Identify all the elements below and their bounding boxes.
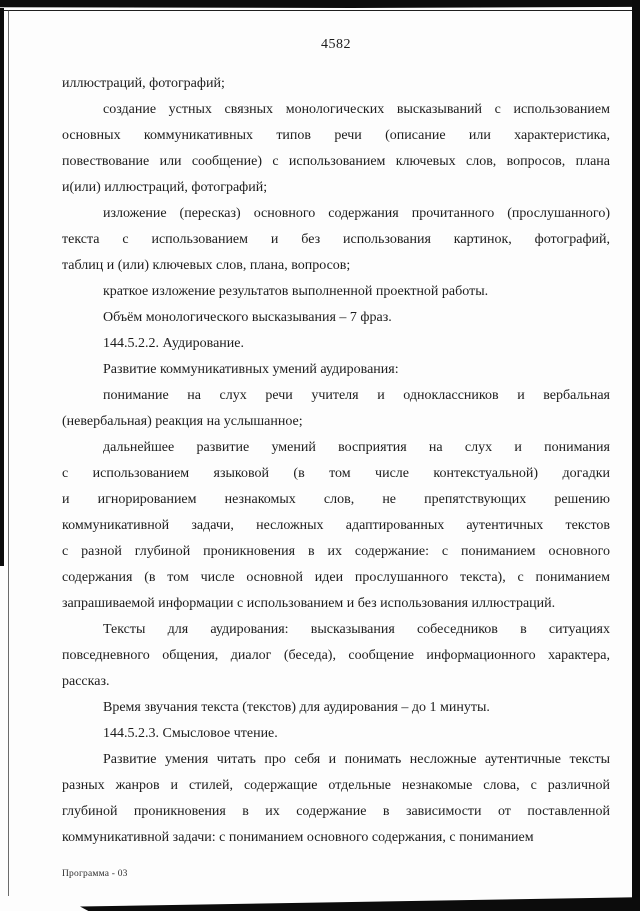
text-line: Развитие коммуникативных умений аудирования:	[103, 362, 399, 377]
text-line: рассказ.	[62, 674, 110, 689]
paragraph	[62, 201, 610, 279]
page-border-left	[8, 10, 9, 896]
paragraph	[62, 721, 610, 747]
text-line: с использованием языковой (в том числе контекстуальной) догадки	[62, 466, 610, 481]
page-number: 4582	[321, 37, 351, 52]
page-border-top	[2, 10, 634, 11]
scan-edge-left	[0, 8, 4, 566]
text-line: дальнейшее развитие умений восприятия на слух и понимания	[103, 440, 610, 455]
document-body	[62, 71, 610, 851]
text-line: повседневного общения, диалог (беседа), сообщение информационного характера,	[62, 648, 610, 663]
text-line: Тексты для аудирования: высказывания собеседников в ситуациях	[103, 622, 610, 637]
text-line: глубиной проникновения в их содержание в зависимости от поставленной	[62, 804, 610, 819]
text-line: и(или) иллюстраций, фотографий;	[62, 180, 268, 195]
paragraph	[62, 435, 610, 617]
text-line: краткое изложение результатов выполненной проектной работы.	[103, 284, 489, 299]
paragraph	[62, 617, 610, 695]
text-line: 144.5.2.3. Смысловое чтение.	[103, 726, 278, 741]
text-line: повествование или сообщение) с использованием ключевых слов, вопросов, плана	[62, 154, 610, 169]
text-line: коммуникативной задачи: с пониманием основного содержания, с пониманием	[62, 830, 534, 845]
text-line: содержания (в том числе основной идеи прослушанного текста), с пониманием	[62, 570, 610, 585]
scan-edge-top	[0, 0, 640, 8]
paragraph	[62, 279, 610, 305]
text-line: основных коммуникативных типов речи (описание или характеристика,	[62, 128, 610, 143]
text-line: (невербальная) реакция на услышанное;	[62, 414, 303, 429]
paragraph	[62, 695, 610, 721]
footer-label: Программа - 03	[62, 869, 128, 879]
text-line: изложение (пересказ) основного содержания прочитанного (прослушанного)	[103, 206, 610, 221]
text-line: понимание на слух речи учителя и одноклассников и вербальная	[103, 388, 610, 403]
paragraph	[62, 71, 610, 97]
paragraph	[62, 383, 610, 435]
text-line: разных жанров и стилей, содержащие отдельные незнакомые слова, с различной	[62, 778, 610, 793]
text-line: создание устных связных монологических высказываний с использованием	[103, 102, 610, 117]
paragraph	[62, 305, 610, 331]
text-line: коммуникативной задачи, несложных адаптированных аутентичных текстов	[62, 518, 610, 533]
text-line: Объём монологического высказывания – 7 фраз.	[103, 310, 392, 325]
paragraph	[62, 747, 610, 851]
text-line: таблиц и (или) ключевых слов, плана, вопросов;	[62, 258, 351, 273]
text-line: иллюстраций, фотографий;	[62, 76, 225, 91]
scan-edge-right	[632, 0, 640, 898]
text-line: и игнорированием незнакомых слов, не препятствующих решению	[62, 492, 610, 507]
text-line: запрашиваемой информации с использованием и без использования иллюстраций.	[62, 596, 556, 611]
text-line: Время звучания текста (текстов) для аудирования – до 1 минуты.	[103, 700, 490, 715]
paragraph	[62, 331, 610, 357]
paragraph	[62, 357, 610, 383]
text-line: с разной глубиной проникновения в их содержание: с пониманием основного	[62, 544, 610, 559]
text-line: Развитие умения читать про себя и понимать несложные аутентичные тексты	[103, 752, 610, 767]
text-line: текста с использованием и без использования картинок, фотографий,	[62, 232, 610, 247]
paragraph	[62, 97, 610, 201]
text-line: 144.5.2.2. Аудирование.	[103, 336, 244, 351]
scan-edge-bottom	[80, 896, 640, 911]
